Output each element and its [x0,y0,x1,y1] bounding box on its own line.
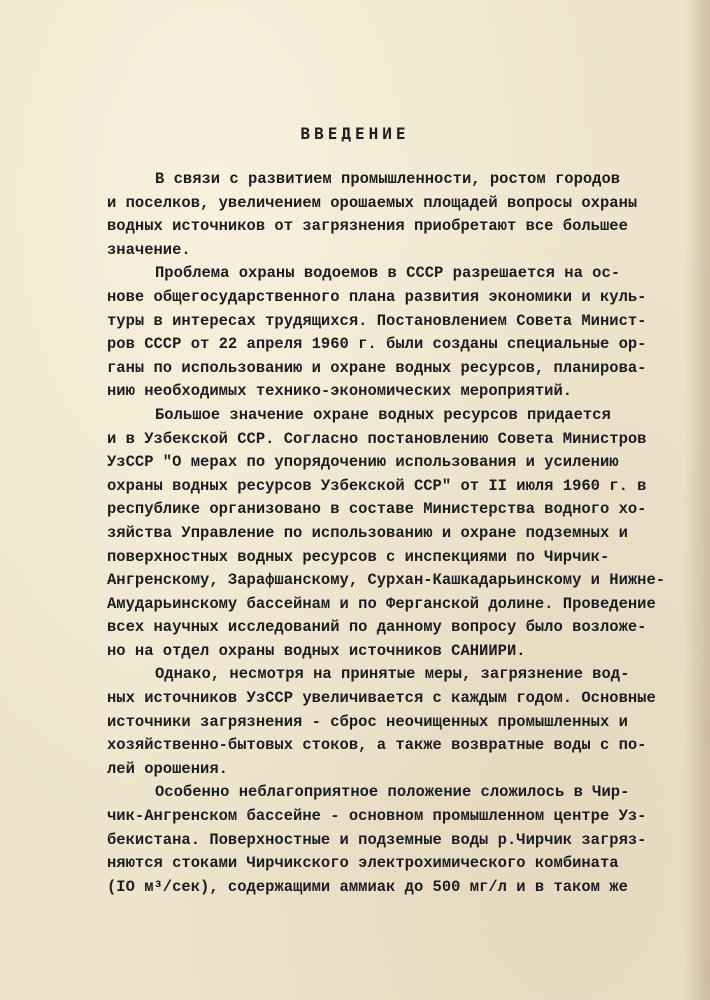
text-line: и в Узбекской ССР. Согласно постановлению Совета Министров [107,429,647,448]
text-line: ров СССР от 22 апреля 1960 г. были созданы специальные ор- [107,335,647,354]
text-line: охраны водных ресурсов Узбекской ССР" от II июля 1960 г. в [107,476,647,495]
paragraph-1 [107,168,667,262]
text-line: Большое значение охране водных ресурсов придается [155,405,611,424]
paragraph-3 [107,404,667,664]
text-line: Проблема охраны водоемов в СССР разрешается на ос- [155,264,621,283]
text-line: всех научных исследований по данному вопросу было возложе- [107,618,647,637]
document-body [107,168,667,899]
document-title: ВВЕДЕНИЕ [300,124,410,143]
text-line: нове общегосударственного плана развития экономики и куль- [107,287,647,306]
paragraph-4 [107,663,667,781]
text-line: Однако, несмотря на принятые меры, загрязнение вод- [155,665,630,684]
text-line: туры в интересах трудящихся. Постановлением Совета Минист- [107,311,647,330]
page-edge-shadow [684,0,710,1000]
text-line: ных источников УзССР увеличивается с каждым годом. Основные [107,689,656,708]
text-line: хозяйственно-бытовых стоков, а также возвратные воды с по- [107,736,647,755]
text-line: источники загрязнения - сброс неочищенных промышленных и [107,712,628,731]
text-line: поверхностных водных ресурсов с инспекциями по Чирчик- [107,547,610,566]
text-line: Ангренскому, Зарафшанскому, Сурхан-Кашкадарьинскому и Нижне- [107,571,666,590]
text-line: ганы по использованию и охране водных ресурсов, планирова- [107,358,647,377]
paragraph-5 [107,781,667,899]
text-line: Особенно неблагоприятное положение сложилось в Чир- [155,783,630,802]
text-line: зяйства Управление по использованию и охране подземных и [107,523,628,542]
text-line: няются стоками Чирчикского электрохимического комбината [107,854,619,873]
text-line: республике организовано в составе Министерства водного хо- [107,500,647,519]
text-line: нию необходимых технико-экономических мероприятий. [107,382,573,401]
text-line: и поселков, увеличением орошаемых площадей вопросы охраны [107,193,638,212]
text-line: бекистана. Поверхностные и подземные воды р.Чирчик загряз- [107,830,647,849]
text-line: В связи с развитием промышленности, ростом городов [155,170,621,188]
text-line: (IO м³/сек), содержащими аммиак до 500 мг/л и в таком же [107,877,628,896]
text-line: но на отдел охраны водных источников САНИИРИ. [107,641,526,660]
text-line: значение. [107,240,191,259]
text-line: Амударьинскому бассейнам и по Ферганской долине. Проведение [107,594,656,613]
text-line: чик-Ангренском бассейне - основном промышленном центре Уз- [107,807,647,826]
text-line: лей орошения. [107,759,228,778]
paragraph-2 [107,262,667,404]
text-line: водных источников от загрязнения приобретают все большее [107,217,628,236]
text-line: УзССР "О мерах по упорядочению использования и усилению [107,453,619,472]
